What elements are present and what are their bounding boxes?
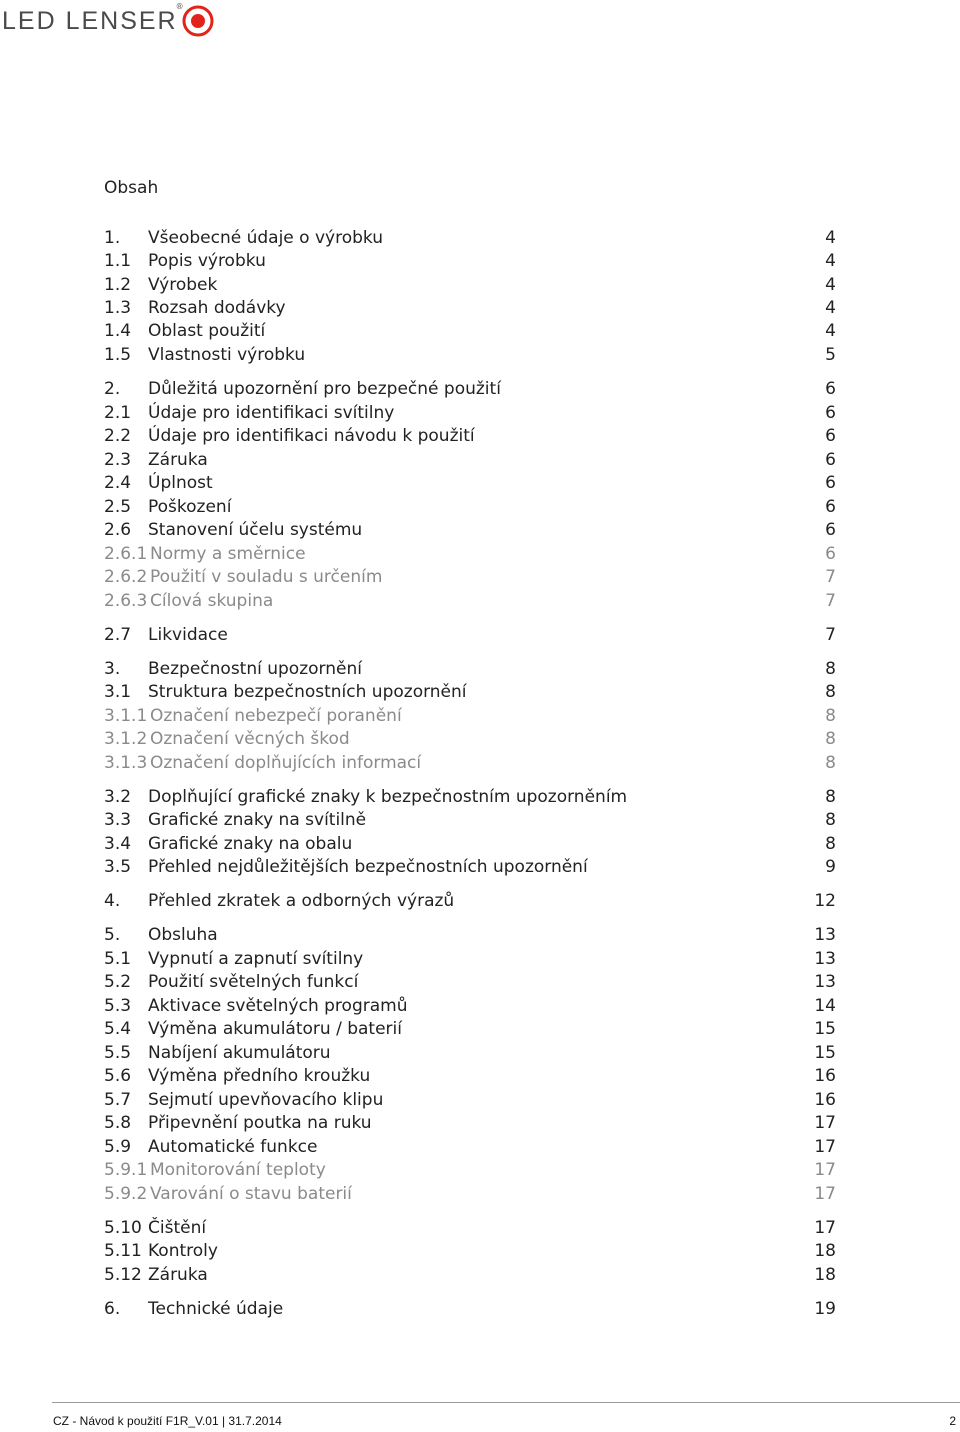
toc-entry-page: 17 [814, 1113, 836, 1133]
toc-entry-page: 4 [825, 228, 836, 248]
toc-entry-page: 8 [825, 706, 836, 726]
toc-entry-page: 6 [825, 473, 836, 493]
toc-entry-label: Obsluha [148, 925, 218, 945]
toc-entry-page: 6 [825, 379, 836, 399]
brand-logo [2, 4, 214, 38]
toc-entry[interactable] [104, 495, 836, 519]
toc-entry-label: Grafické znaky na obalu [148, 834, 353, 854]
toc-entry[interactable] [104, 704, 836, 728]
toc-entry-number: 5.8 [104, 1113, 132, 1133]
toc-entry-number: 3. [104, 659, 121, 679]
toc-entry-label: Monitorování teploty [150, 1160, 326, 1180]
toc-entry-page: 6 [825, 497, 836, 517]
toc-entry-page: 7 [825, 625, 836, 645]
toc-entry-label: Rozsah dodávky [148, 298, 286, 318]
toc-entry-page: 7 [825, 591, 836, 611]
toc-entry-number: 2.7 [104, 625, 132, 645]
toc-entry-number: 3.2 [104, 787, 132, 807]
toc-entry-number: 5.9.2 [104, 1184, 148, 1204]
toc-entry-number: 5.1 [104, 949, 132, 969]
toc-entry-number: 3.1.1 [104, 706, 148, 726]
toc-entry-label: Výměna předního kroužku [148, 1066, 371, 1086]
toc-entry-page: 12 [814, 891, 836, 911]
toc-entry[interactable] [104, 1182, 836, 1206]
toc-entry-label: Vypnutí a zapnutí svítilny [148, 949, 364, 969]
toc-entry-page: 8 [825, 753, 836, 773]
toc-entry-page: 13 [814, 949, 836, 969]
toc-entry-page: 4 [825, 275, 836, 295]
toc-entry[interactable] [104, 832, 836, 856]
toc-entry-label: Úplnost [148, 473, 213, 493]
toc-entry-page: 4 [825, 251, 836, 271]
toc-entry-number: 1. [104, 228, 121, 248]
toc-entry-page: 8 [825, 682, 836, 702]
toc-entry-page: 17 [814, 1218, 836, 1238]
toc-entry-label: Technické údaje [148, 1299, 284, 1319]
toc-entry-number: 5.4 [104, 1019, 132, 1039]
toc-entry-number: 5.6 [104, 1066, 132, 1086]
toc-entry-label: Bezpečnostní upozornění [148, 659, 362, 679]
toc-entry-number: 4. [104, 891, 121, 911]
logo-text: LED LENSER [2, 6, 178, 35]
toc-entry-page: 17 [814, 1137, 836, 1157]
toc-entry[interactable] [104, 623, 836, 647]
toc-entry-label: Použití světelných funkcí [148, 972, 359, 992]
toc-entry[interactable] [104, 808, 836, 832]
toc-entry-number: 3.3 [104, 810, 132, 830]
toc-entry-number: 3.1.2 [104, 729, 148, 749]
toc-entry-label: Nabíjení akumulátoru [148, 1043, 331, 1063]
toc-entry-number: 5.7 [104, 1090, 132, 1110]
toc-entry-number: 3.4 [104, 834, 132, 854]
toc-entry[interactable] [104, 785, 836, 809]
toc-entry[interactable] [104, 565, 836, 589]
toc-entry-number: 2.6.3 [104, 591, 148, 611]
toc-entry[interactable] [104, 377, 836, 401]
toc-entry-page: 8 [825, 787, 836, 807]
toc-entry[interactable] [104, 471, 836, 495]
toc-entry-number: 5.3 [104, 996, 132, 1016]
toc-entry-page: 19 [814, 1299, 836, 1319]
toc-entry[interactable] [104, 542, 836, 566]
toc-entry-label: Údaje pro identifikaci návodu k použití [148, 426, 475, 446]
toc-entry[interactable] [104, 855, 836, 879]
toc-entry[interactable] [104, 889, 836, 913]
toc-entry-label: Přehled nejdůležitějších bezpečnostních upozornění [148, 857, 588, 877]
toc-entry-number: 2.6 [104, 520, 132, 540]
toc-entry-label: Označení věcných škod [150, 729, 350, 749]
toc-entry-number: 5.11 [104, 1241, 142, 1261]
toc-entry-page: 6 [825, 403, 836, 423]
toc-entry-label: Cílová skupina [150, 591, 274, 611]
toc-entry-page: 6 [825, 544, 836, 564]
toc-entry-number: 5. [104, 925, 121, 945]
toc-entry-page: 6 [825, 450, 836, 470]
toc-entry-number: 2.3 [104, 450, 132, 470]
toc-entry-label: Čištění [148, 1218, 207, 1238]
toc-entry-page: 8 [825, 729, 836, 749]
toc-entry-number: 3.5 [104, 857, 132, 877]
toc-entry[interactable] [104, 1297, 836, 1321]
toc-entry-label: Stanovení účelu systému [148, 520, 363, 540]
toc-entry-number: 5.12 [104, 1265, 142, 1285]
toc-entry[interactable] [104, 296, 836, 320]
toc-entry[interactable] [104, 518, 836, 542]
toc-entry-number: 1.2 [104, 275, 132, 295]
toc-entry-label: Přehled zkratek a odborných výrazů [148, 891, 455, 911]
toc-entry[interactable] [104, 589, 836, 613]
toc-entry[interactable] [104, 424, 836, 448]
toc-entry[interactable] [104, 1239, 836, 1263]
toc-entry-number: 2.4 [104, 473, 132, 493]
toc-entry[interactable] [104, 1216, 836, 1240]
toc-entry-number: 1.3 [104, 298, 132, 318]
toc-entry-label: Doplňující grafické znaky k bezpečnostním upozorněním [148, 787, 628, 807]
toc-entry-label: Údaje pro identifikaci svítilny [148, 403, 395, 423]
toc-entry-label: Důležitá upozornění pro bezpečné použití [148, 379, 501, 399]
toc-entry-label: Sejmutí upevňovacího klipu [148, 1090, 384, 1110]
toc-entry[interactable] [104, 657, 836, 681]
toc-entry-page: 8 [825, 834, 836, 854]
toc-entry-page: 8 [825, 659, 836, 679]
toc-entry-label: Všeobecné údaje o výrobku [148, 228, 383, 248]
toc-entry-number: 2.5 [104, 497, 132, 517]
toc-entry-label: Výrobek [148, 275, 218, 295]
toc-entry[interactable] [104, 401, 836, 425]
toc-entry-page: 6 [825, 520, 836, 540]
toc-entry-page: 4 [825, 321, 836, 341]
toc-entry[interactable] [104, 1017, 836, 1041]
toc-entry[interactable] [104, 343, 836, 367]
toc-entry[interactable] [104, 727, 836, 751]
toc-entry-label: Normy a směrnice [150, 544, 306, 564]
toc-entry[interactable] [104, 923, 836, 947]
toc-entry-label: Popis výrobku [148, 251, 266, 271]
toc-entry-number: 5.2 [104, 972, 132, 992]
toc-entry-label: Záruka [148, 1265, 208, 1285]
footer-document-info: CZ - Návod k použití F1R_V.01 | 31.7.2014 [53, 1414, 282, 1428]
toc-entry[interactable] [104, 1064, 836, 1088]
toc-entry-number: 5.5 [104, 1043, 132, 1063]
toc-entry-page: 17 [814, 1160, 836, 1180]
toc-title: Obsah [104, 178, 159, 198]
toc-entry[interactable] [104, 970, 836, 994]
footer-page-number: 2 [949, 1414, 956, 1428]
toc-entry[interactable] [104, 1041, 836, 1065]
toc-entry[interactable] [104, 1158, 836, 1182]
toc-entry[interactable] [104, 1135, 836, 1159]
toc-entry-label: Grafické znaky na svítilně [148, 810, 367, 830]
toc-entry-label: Vlastnosti výrobku [148, 345, 306, 365]
toc-entry[interactable] [104, 680, 836, 704]
toc-entry-label: Poškození [148, 497, 232, 517]
toc-entry-page: 15 [814, 1019, 836, 1039]
toc-entry-page: 6 [825, 426, 836, 446]
toc-entry-number: 6. [104, 1299, 121, 1319]
toc-entry-number: 2. [104, 379, 121, 399]
toc-entry[interactable] [104, 249, 836, 273]
logo-mark-icon [182, 5, 214, 37]
toc-entry[interactable] [104, 273, 836, 297]
toc-entry[interactable] [104, 1111, 836, 1135]
toc-entry-number: 2.1 [104, 403, 132, 423]
toc-entry[interactable] [104, 448, 836, 472]
toc-entry-page: 7 [825, 567, 836, 587]
toc-entry-label: Výměna akumulátoru / baterií [148, 1019, 402, 1039]
toc-entry-label: Kontroly [148, 1241, 218, 1261]
toc-entry-number: 2.6.1 [104, 544, 148, 564]
toc-entry-page: 17 [814, 1184, 836, 1204]
toc-entry-label: Likvidace [148, 625, 228, 645]
toc-entry[interactable] [104, 947, 836, 971]
toc-entry-number: 1.1 [104, 251, 132, 271]
toc-entry-page: 4 [825, 298, 836, 318]
toc-entry-page: 18 [814, 1265, 836, 1285]
toc-entry-number: 2.2 [104, 426, 132, 446]
toc-entry-label: Označení nebezpečí poranění [150, 706, 402, 726]
toc-entry-page: 13 [814, 925, 836, 945]
toc-entry-label: Oblast použití [148, 321, 266, 341]
toc-entry-number: 3.1 [104, 682, 132, 702]
toc-entry-page: 9 [825, 857, 836, 877]
toc-entry-number: 5.9.1 [104, 1160, 148, 1180]
toc-entry-number: 5.9 [104, 1137, 132, 1157]
toc-entry-page: 16 [814, 1066, 836, 1086]
toc-entry-page: 14 [814, 996, 836, 1016]
toc-entry-page: 16 [814, 1090, 836, 1110]
toc-entry-number: 2.6.2 [104, 567, 148, 587]
toc-entry-label: Aktivace světelných programů [148, 996, 408, 1016]
toc-entry-label: Použití v souladu s určením [150, 567, 383, 587]
toc-entry[interactable] [104, 1088, 836, 1112]
toc-entry-page: 13 [814, 972, 836, 992]
toc-entry-page: 18 [814, 1241, 836, 1261]
toc-entry-label: Označení doplňujících informací [150, 753, 422, 773]
toc-entry-page: 8 [825, 810, 836, 830]
toc-entry-number: 1.5 [104, 345, 132, 365]
toc-entry-label: Varování o stavu baterií [150, 1184, 352, 1204]
toc-entry-page: 5 [825, 345, 836, 365]
toc-entry[interactable] [104, 319, 836, 343]
toc-entry[interactable] [104, 226, 836, 250]
toc-entry-label: Automatické funkce [148, 1137, 318, 1157]
toc-entry[interactable] [104, 994, 836, 1018]
toc-entry-page: 15 [814, 1043, 836, 1063]
footer-divider [52, 1402, 960, 1403]
toc-entry-label: Struktura bezpečnostních upozornění [148, 682, 467, 702]
registered-mark: ® [175, 2, 184, 11]
toc-entry[interactable] [104, 1263, 836, 1287]
toc-entry-number: 1.4 [104, 321, 132, 341]
toc-entry-number: 3.1.3 [104, 753, 148, 773]
toc-entry-number: 5.10 [104, 1218, 142, 1238]
toc-entry-label: Připevnění poutka na ruku [148, 1113, 372, 1133]
toc-entry-label: Záruka [148, 450, 208, 470]
toc-entry[interactable] [104, 751, 836, 775]
